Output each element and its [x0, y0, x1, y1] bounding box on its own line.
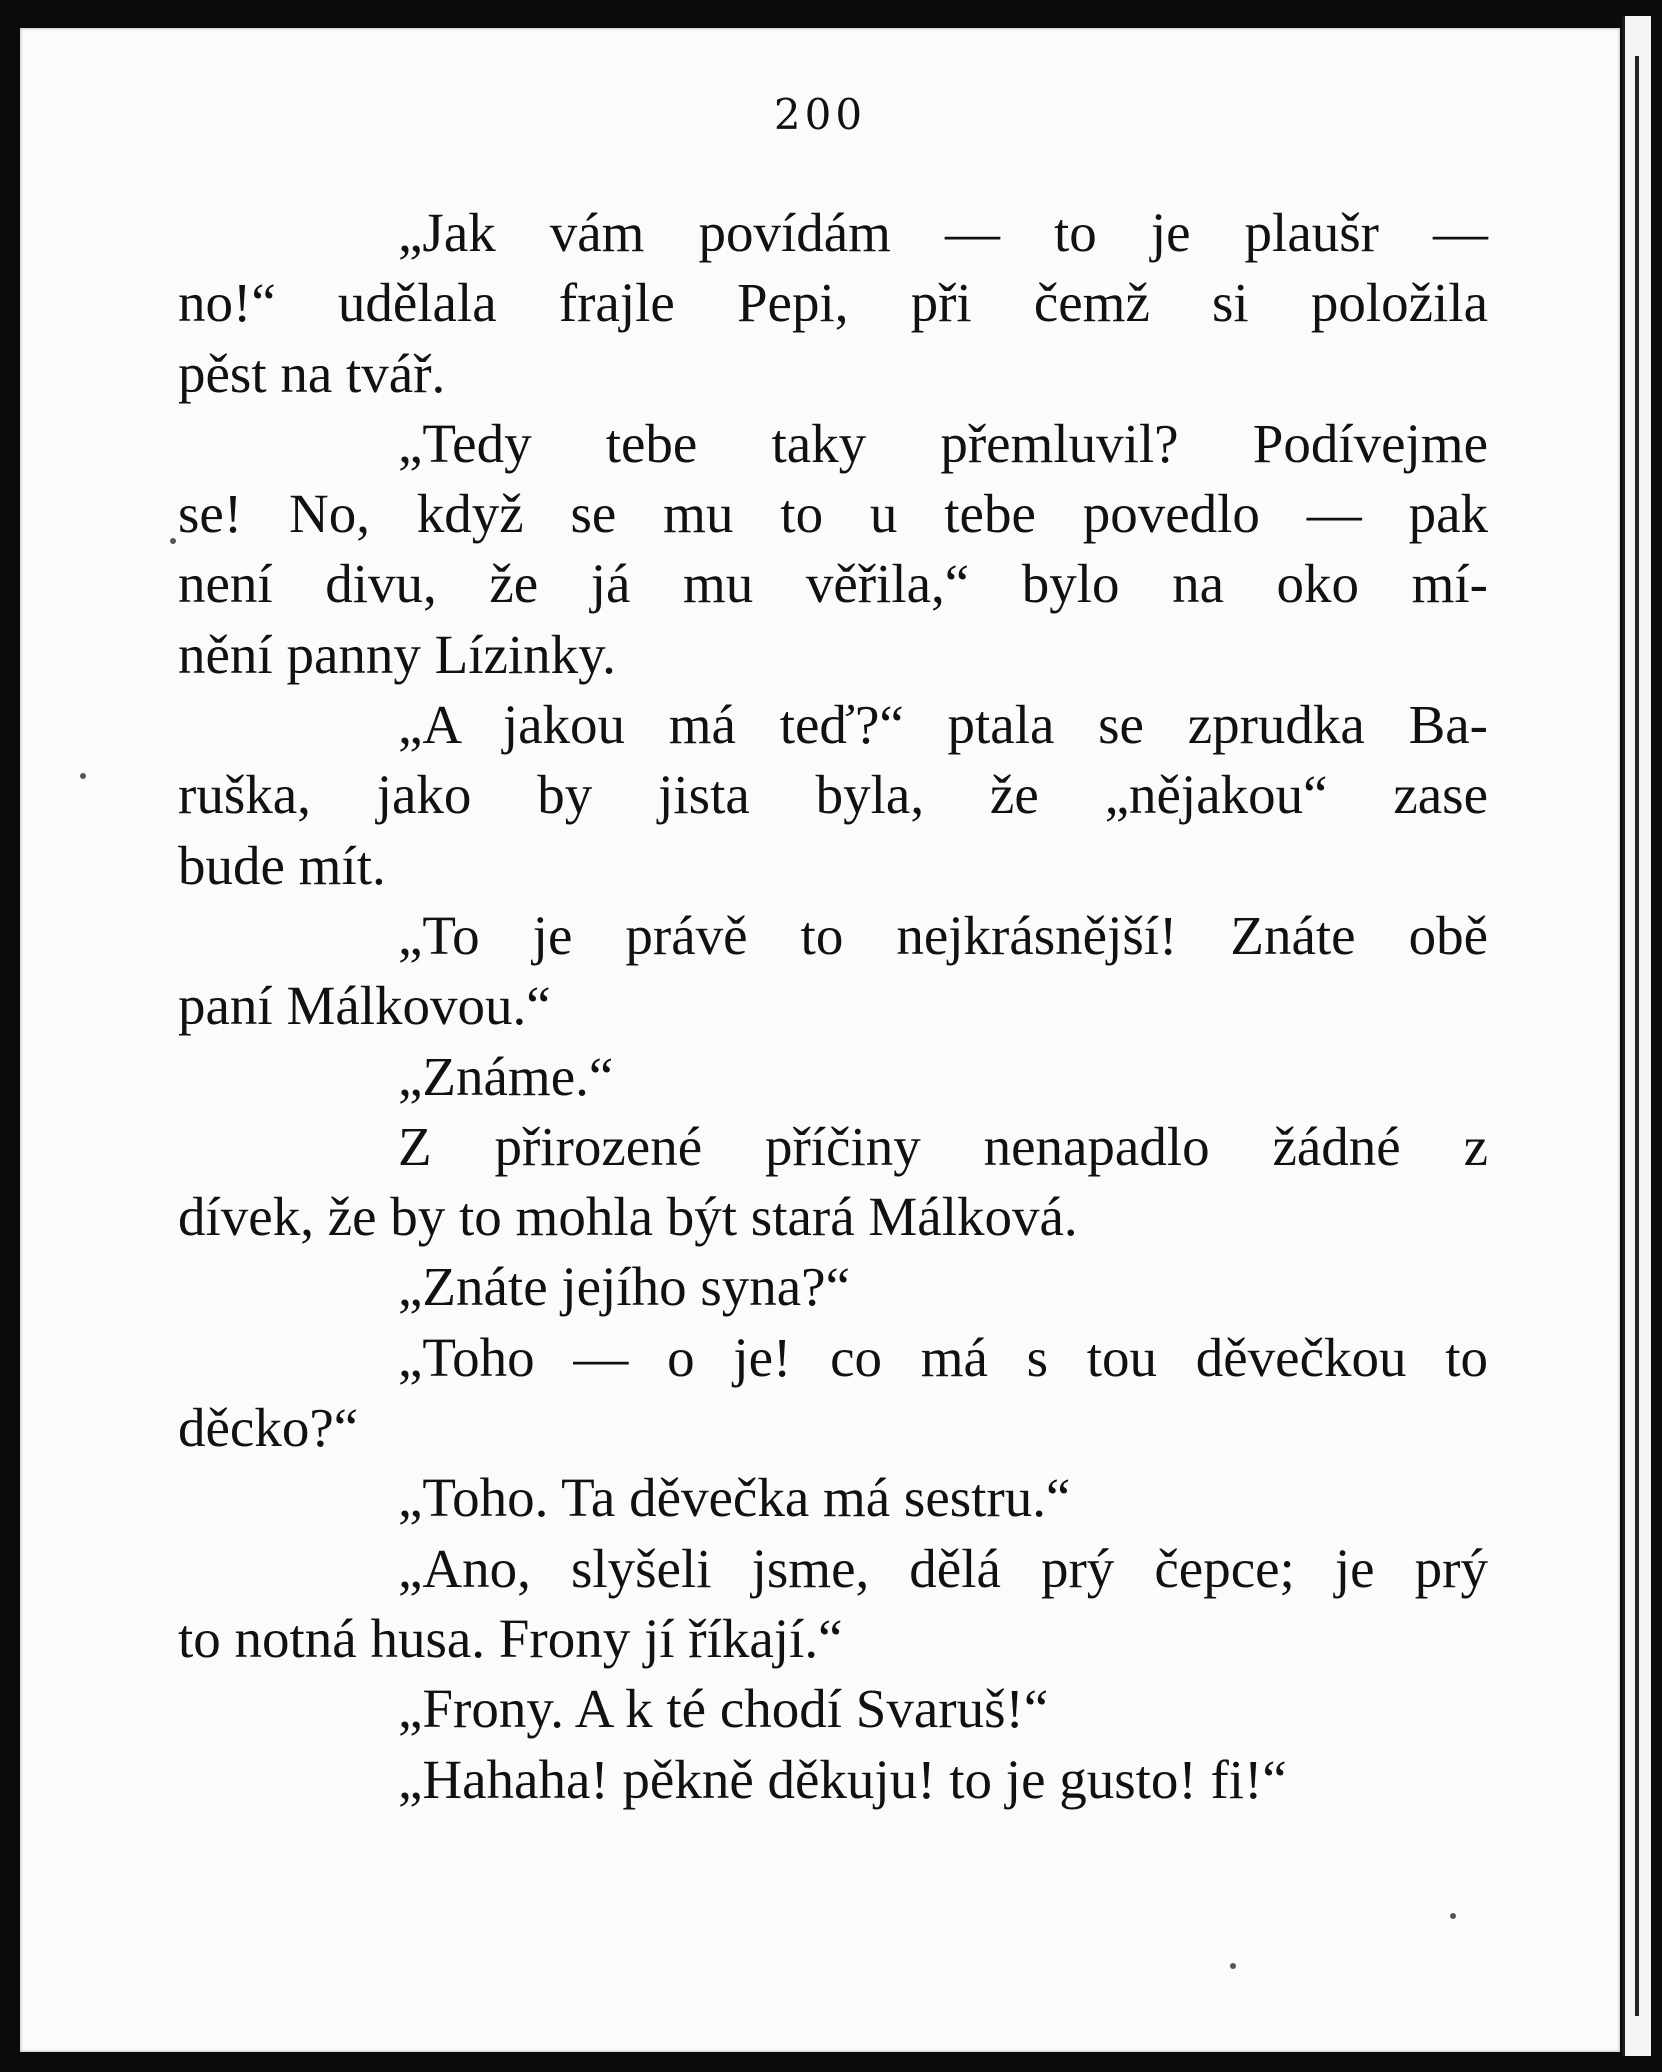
paragraph [178, 690, 1488, 901]
text-line: „Ano, slyšeli jsme, dělá prý čepce; je prý [398, 1537, 1488, 1599]
body-text [178, 198, 1488, 1815]
adjacent-page-edge [1622, 16, 1651, 2056]
text-line: děcko?“ [178, 1397, 359, 1459]
paragraph [178, 901, 1488, 1042]
text-line: nění panny Lízinky. [178, 623, 616, 685]
paragraph [178, 1323, 1488, 1464]
text-line: bude mít. [178, 834, 386, 896]
text-line: „Jak vám povídám — to je plaušr — [398, 202, 1488, 263]
text-line: není divu, že já mu věřila,“ bylo na oko mí- [178, 553, 1488, 615]
paragraph [178, 1534, 1488, 1675]
text-line: „Tedy tebe taky přemluvil? Podívejme [398, 412, 1488, 474]
page-number: 200 [773, 90, 867, 139]
text-line: to notná husa. Frony jí říkají.“ [178, 1607, 843, 1669]
text-line: „Známe.“ [398, 1045, 614, 1107]
paragraph [178, 198, 1488, 409]
paper-speck [1450, 1913, 1456, 1919]
paper-speck [170, 538, 176, 544]
text-line: „To je právě to nejkrásnější! Znáte obě [398, 904, 1488, 966]
text-line: „Hahaha! pěkně děkuju! to je gusto! fi!“ [398, 1748, 1287, 1810]
paragraph [178, 1112, 1488, 1253]
text-line: Z přirozené příčiny nenapadlo žádné z [398, 1115, 1488, 1177]
book-page [20, 28, 1620, 2052]
paper-speck [80, 773, 86, 779]
paragraph [288, 1042, 1488, 1112]
text-line: „Toho — o je! co má s tou děvečkou to [398, 1326, 1488, 1388]
text-line: „A jakou má teď?“ ptala se zprudka Ba- [398, 694, 1488, 756]
text-line: no!“ udělala frajle Pepi, při čemž si položila [178, 272, 1488, 334]
text-line: ruška, jako by jista byla, že „nějakou“ zase [178, 764, 1488, 826]
paper-speck [1230, 1963, 1236, 1969]
paragraph [288, 1463, 1488, 1533]
text-line: paní Málkovou.“ [178, 975, 551, 1037]
paragraph [288, 1252, 1488, 1322]
paragraph [288, 1674, 1488, 1744]
page-edge-rule [1635, 56, 1639, 2016]
text-line: dívek, že by to mohla být stará Málková. [178, 1186, 1078, 1248]
text-line: „Znáte jejího syna?“ [398, 1256, 851, 1318]
paragraph [288, 1745, 1488, 1815]
text-line: se! No, když se mu to u tebe povedlo — pak [178, 483, 1488, 545]
text-line: pěst na tvář. [178, 342, 446, 404]
paragraph [178, 409, 1488, 690]
text-line: „Frony. A k té chodí Svaruš!“ [398, 1678, 1049, 1740]
text-line: „Toho. Ta děvečka má sestru.“ [398, 1467, 1071, 1529]
